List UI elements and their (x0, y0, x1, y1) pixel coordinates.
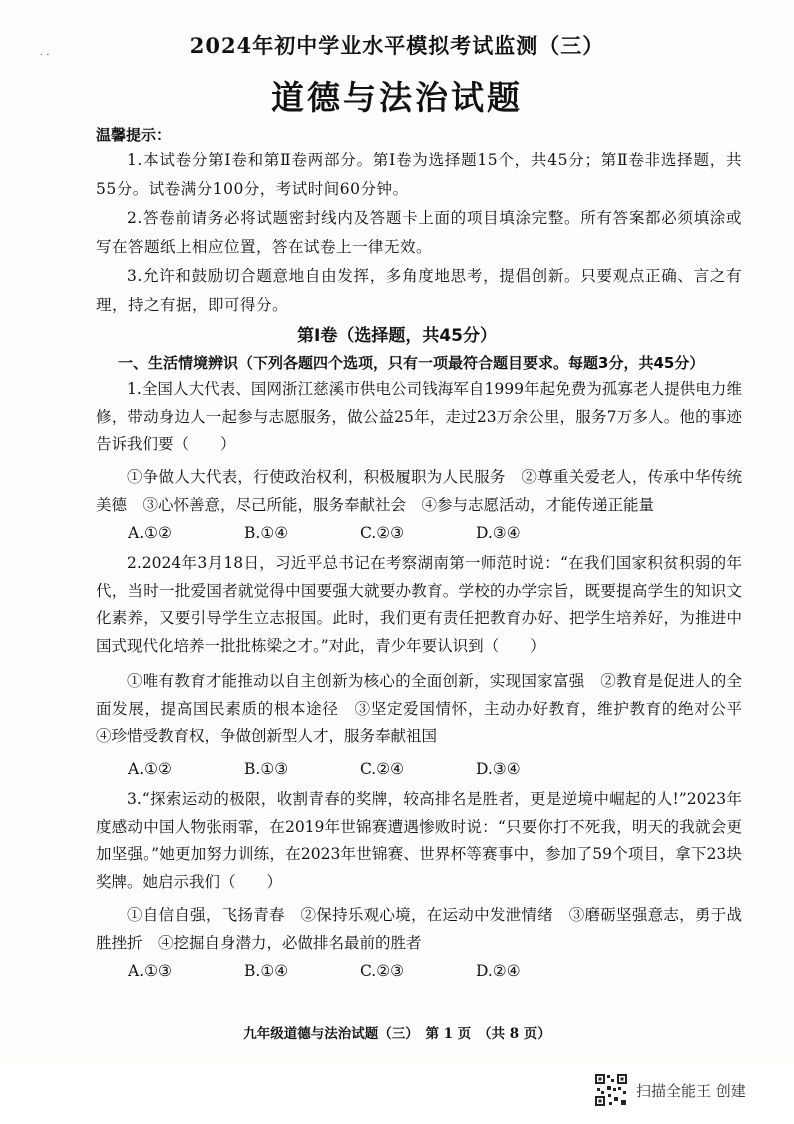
option-b: B.①④ (244, 524, 289, 542)
scan-speck-marks: · · (40, 50, 50, 61)
question-1-stem: 1.全国人大代表、国网浙江慈溪市供电公司钱海军自1999年起免费为孤寡老人提供电力维修，带动身边人一起参与志愿服务，做公益25年，走过23万余公里，服务7万多人。他的事迹告诉我们要（ ） (96, 380, 742, 454)
qr-code-icon (594, 1073, 628, 1107)
question-2-options (128, 760, 648, 778)
exam-title: 2024年初中学业水平模拟考试监测（三） (189, 33, 605, 58)
option-d: D.②④ (476, 962, 521, 980)
tip-item-1: 1.本试卷分第Ⅰ卷和第Ⅱ卷两部分。第Ⅰ卷为选择题15个，共45分；第Ⅱ卷非选择题，共55分。试卷满分100分，考试时间60分钟。 (96, 151, 742, 198)
option-c: C.②③ (360, 962, 405, 980)
scanner-label: 扫描全能王 创建 (636, 1081, 746, 1100)
scanner-watermark (594, 1073, 746, 1107)
question-3-options (128, 962, 648, 980)
tip-item-3: 3.允许和鼓励切合题意地自由发挥，多角度地思考，提倡创新。只要观点正确、言之有理，持之有据，即可得分。 (96, 267, 742, 314)
question-1-statements: ①争做人大代表，行使政治权利，积极履职为人民服务 ②尊重关爱老人，传承中华传统美德 ③心怀善意，尽己所能，服务奉献社会 ④参与志愿活动，才能传递正能量 (96, 468, 742, 514)
option-a: A.①② (128, 760, 172, 778)
option-a: A.①② (128, 524, 172, 542)
option-c: C.②③ (360, 524, 405, 542)
option-b: B.①④ (244, 962, 289, 980)
option-a: A.①③ (128, 962, 172, 980)
tip-item-2: 2.答卷前请务必将试题密封线内及答题卡上面的项目填涂完整。所有答案都必须填涂或写在答题纸上相应位置，答在试卷上一律无效。 (96, 209, 742, 256)
option-d: D.③④ (476, 524, 521, 542)
section-title: 第Ⅰ卷（选择题，共45分） (297, 326, 497, 346)
question-3-stem: 3.“探索运动的极限，收割青春的奖牌，较高排名是胜者，更是逆境中崛起的人!”2023年度感动中国人物张雨霏，在2019年世锦赛遭遇惨败时说：“只要你打不死我，明天的我就会更加坚强。”她更加努力训练，在2023年世锦赛、世界杯等赛事中，参加了59个项目，拿下23块奖牌。她启示我们（ ） (96, 790, 742, 891)
option-d: D.③④ (476, 760, 521, 778)
option-c: C.②④ (360, 760, 405, 778)
question-2-stem: 2.2024年3月18日，习近平总书记在考察湖南第一师范时说：“在我们国家积贫积弱的年代，当时一批爱国者就觉得中国要强大就要办教育。学校的办学宗旨，既要提高学生的知识文化素养，又要引导学生立志报国。此时，我们更有责任把教育办好、把学生培养好，为推进中国式现代化培养一批批栋梁之才。”对此，青少年要认识到（ ） (96, 554, 742, 655)
tips-heading: 温馨提示： (96, 126, 172, 144)
question-2-statements: ①唯有教育才能推动以自主创新为核心的全面创新，实现国家富强 ②教育是促进人的全面发展，提高国民素质的根本途径 ③坚定爱国情怀，主动办好教育，维护教育的绝对公平 ④珍惜受教育权，争做创新型人才，服务奉献祖国 (96, 672, 758, 746)
exam-subject-title: 道德与法治试题 (271, 78, 523, 117)
page-footer: 九年级道德与法治试题（三） 第 1 页 （共 8 页） (243, 1026, 551, 1042)
part-instructions: 一、生活情境辨识（下列各题四个选项，只有一项最符合题目要求。每题3分，共45分） (118, 354, 705, 372)
question-1-options (128, 524, 648, 542)
question-3-statements: ①自信自强，飞扬青春 ②保持乐观心境，在运动中发泄情绪 ③磨砺坚强意志，勇于战胜挫折 ④挖掘自身潜力，必做排名最前的胜者 (96, 906, 742, 952)
option-b: B.①③ (244, 760, 289, 778)
